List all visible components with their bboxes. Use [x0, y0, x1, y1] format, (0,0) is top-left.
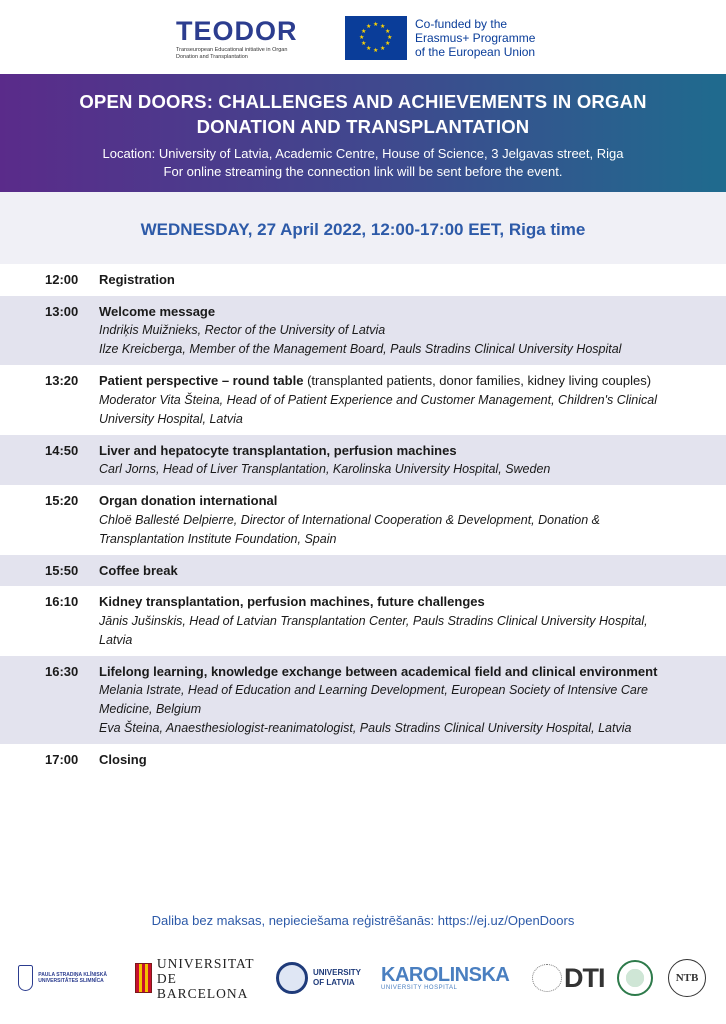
agenda-time: 15:50: [45, 562, 79, 578]
karolinska-logo-subtitle: UNIVERSITY HOSPITAL: [381, 984, 458, 991]
agenda-row: [0, 586, 726, 656]
event-date: WEDNESDAY, 27 April 2022, 12:00-17:00 EET, Riga time: [140, 220, 586, 239]
agenda-details: [99, 371, 684, 429]
agenda-speaker: Carl Jorns, Head of Liver Transplantation, Karolinska University Hospital, Sweden: [99, 462, 551, 476]
teodor-logo-text: TEODOR: [176, 16, 298, 46]
agenda-details: [99, 662, 684, 739]
agenda-time: 17:00: [45, 752, 79, 767]
streaming-line: For online streaming the connection link will be sent before the event.: [163, 164, 563, 179]
stradins-logo-text: PAULA STRADIŅA KLĪNISKĀ UNIVERSITĀTES SLIMNĪCA: [38, 972, 107, 984]
latvia-seal-icon: [276, 962, 308, 994]
agenda-title-line: [99, 371, 684, 391]
agenda-title-line: [99, 592, 684, 612]
agenda-speaker: Melania Istrate, Head of Education and Learning Development, European Society of Intensive Care Medicine, Belgium: [99, 683, 648, 716]
agenda-details: [99, 270, 684, 290]
agenda-list: [0, 264, 726, 776]
agenda-speaker: Indriķis Muižnieks, Rector of the University of Latvia: [99, 323, 386, 337]
karolinska-logo-text: KAROLINSKA: [381, 963, 510, 986]
society-seal-icon: [617, 960, 653, 996]
barcelona-logo-line: BARCELONA: [156, 985, 249, 1001]
agenda-row: [0, 485, 726, 555]
barcelona-logo-line: UNIVERSITAT DE: [156, 955, 255, 986]
agenda-time: 16:10: [45, 594, 79, 609]
teodor-logo-subtitle: Transeuropean Educational initiative in Organ Donation and Transplantation: [176, 47, 288, 60]
latvia-logo-line: OF LATVIA: [313, 978, 355, 987]
agenda-details: [99, 441, 684, 480]
event-location: [0, 145, 726, 181]
agenda-title: Coffee break: [99, 562, 178, 578]
agenda-title: Kidney transplantation, perfusion machines, future challenges: [99, 594, 485, 609]
agenda-speaker: Chloë Ballesté Delpierre, Director of International Cooperation & Development, Donation & Transplantation Institute Foundation, Spain: [99, 512, 600, 546]
dti-mark-icon: [532, 964, 562, 992]
agenda-details: [99, 750, 684, 770]
partner-logos: [0, 955, 726, 1005]
eu-funding-line: Erasmus+ Programme: [415, 31, 536, 45]
agenda-title: Liver and hepatocyte transplantation, perfusion machines: [99, 442, 457, 458]
agenda-title: Registration: [99, 272, 175, 287]
agenda-details: [99, 302, 684, 360]
agenda-title: Organ donation international: [99, 493, 278, 508]
agenda-title-line: [99, 750, 684, 770]
stradins-hospital-logo: [18, 955, 128, 1001]
title-banner: [0, 74, 726, 192]
agenda-row: [0, 435, 726, 486]
ntb-logo-text: NTB: [668, 959, 706, 997]
event-title: [0, 74, 726, 139]
agenda-time: 12:00: [45, 272, 79, 287]
agenda-speaker: Eva Šteina, Anaesthesiologist-reanimatologist, Pauls Stradins Clinical University Hospital, Latvia: [99, 721, 632, 735]
agenda-title: Closing: [99, 752, 147, 767]
agenda-row: [0, 744, 726, 776]
university-of-latvia-logo: [276, 955, 376, 1001]
header-logos: [0, 0, 726, 74]
agenda-title-line: [99, 302, 684, 322]
agenda-details: [99, 491, 684, 549]
agenda-time: 14:50: [45, 442, 79, 458]
agenda-time: 16:30: [45, 663, 79, 679]
eu-funding-line: Co-funded by the: [415, 17, 508, 31]
hospital-shield-icon: [18, 965, 33, 991]
agenda-row: [0, 264, 726, 296]
agenda-details: [99, 592, 684, 650]
location-line: Location: University of Latvia, Academic Centre, House of Science, 3 Jelgavas street, Riga: [102, 146, 624, 161]
eu-funding-logo: [345, 16, 535, 60]
agenda-speaker: Moderator Vita Šteina, Head of of Patient Experience and Customer Management, Children's Clinical University Hospital, Latvia: [99, 392, 658, 426]
teodor-logo: [176, 16, 306, 62]
agenda-row: [0, 656, 726, 745]
agenda-title-line: [99, 561, 684, 581]
agenda-title-line: [99, 662, 684, 682]
agenda-title: Patient perspective – round table: [99, 373, 304, 388]
agenda-title: Welcome message: [99, 303, 216, 319]
barcelona-university-logo: [135, 955, 270, 1001]
karolinska-logo: [381, 955, 523, 1001]
agenda-speaker: Ilze Kreicberga, Member of the Management Board, Pauls Stradins Clinical University Hospital: [99, 342, 622, 356]
dti-logo: [532, 955, 607, 1001]
agenda-speaker: Jānis Jušinskis, Head of Latvian Transplantation Center, Pauls Stradins Clinical University Hospital, Latvia: [99, 613, 648, 647]
agenda-row: [0, 555, 726, 587]
society-seal-logo: [617, 955, 657, 1001]
agenda-title-line: [99, 491, 684, 511]
event-title-line: OPEN DOORS: CHALLENGES AND ACHIEVEMENTS IN ORGAN: [79, 91, 647, 112]
agenda-title-line: [99, 270, 684, 290]
ntb-logo: [668, 955, 712, 1001]
dti-logo-text: DTI: [564, 962, 605, 993]
agenda-time: 15:20: [45, 493, 79, 508]
agenda-title: Lifelong learning, knowledge exchange between academical field and clinical environment: [99, 663, 658, 679]
agenda-time: 13:20: [45, 373, 79, 388]
agenda-details: [99, 561, 684, 581]
agenda-title-line: [99, 441, 684, 461]
event-title-line: DONATION AND TRANSPLANTATION: [196, 116, 530, 137]
agenda-title-note: (transplanted patients, donor families, kidney living couples): [303, 373, 652, 388]
barcelona-crest-icon: [135, 963, 152, 993]
registration-line[interactable]: Daliba bez maksas, nepieciešama reģistrēšanās: https://ej.uz/OpenDoors: [151, 913, 575, 928]
eu-funding-line: of the European Union: [415, 45, 536, 59]
agenda-row: [0, 296, 726, 366]
latvia-logo-line: UNIVERSITY: [313, 968, 362, 977]
agenda-row: [0, 365, 726, 435]
agenda-time: 13:00: [45, 303, 79, 319]
eu-funding-text: [415, 17, 535, 59]
eu-flag-icon: ★ ★ ★ ★ ★ ★ ★ ★ ★ ★ ★ ★: [345, 16, 407, 60]
